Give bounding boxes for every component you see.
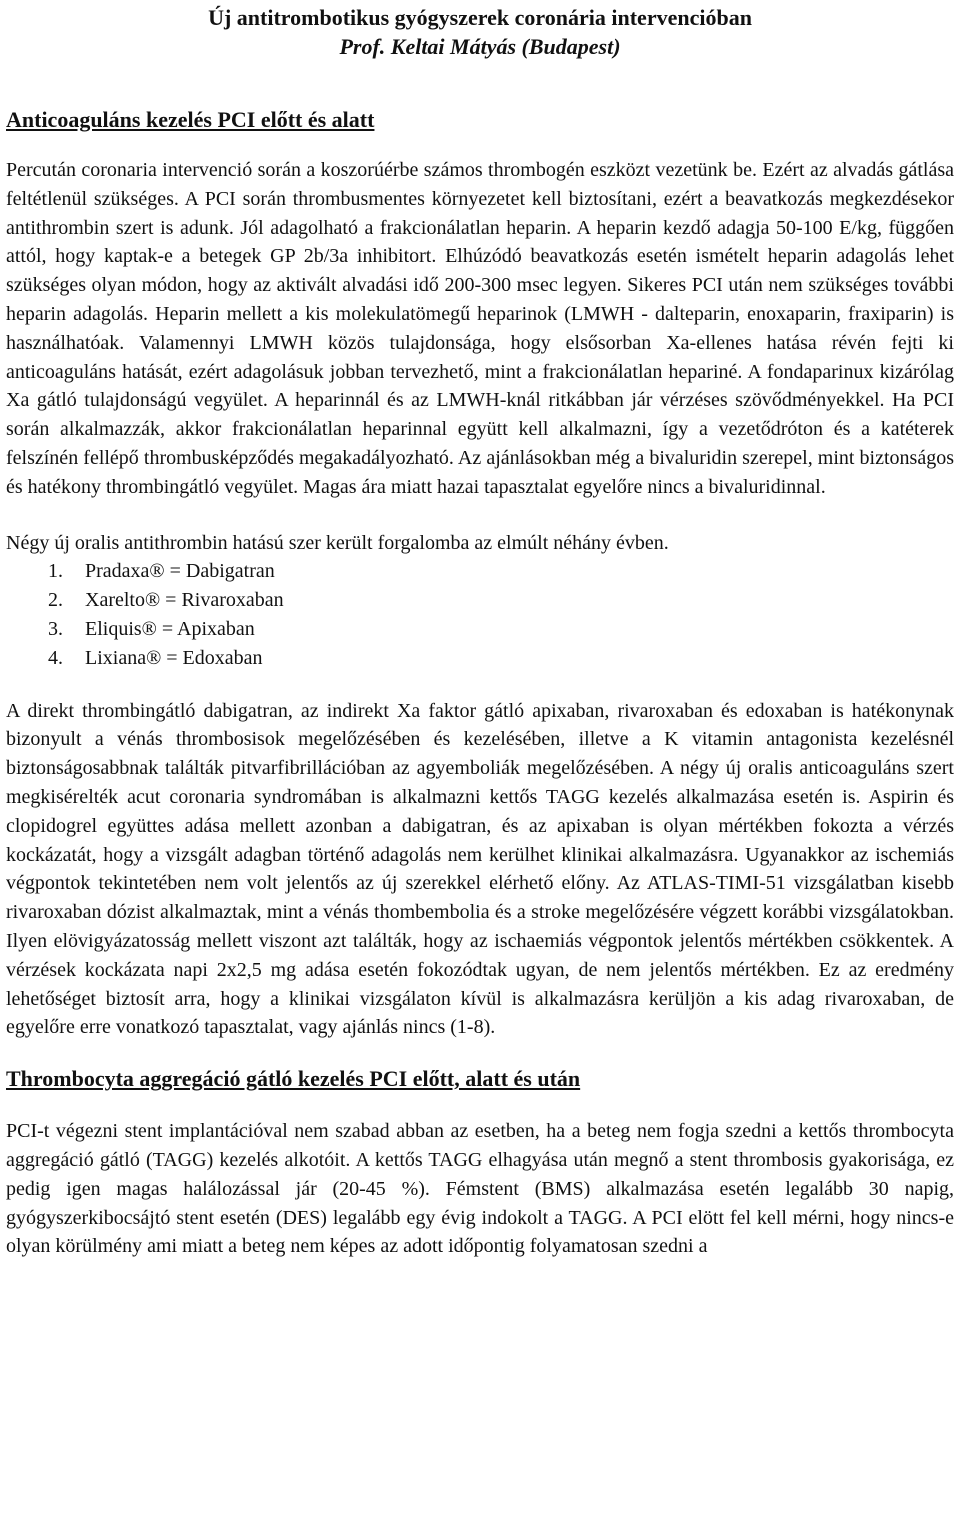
list-item-number: 3. xyxy=(48,617,63,640)
document-page xyxy=(0,3,960,1516)
section-heading-antiplatelet: Thrombocyta aggregáció gátló kezelés PCI előtt, alatt és után xyxy=(6,1066,581,1092)
list-item-number: 2. xyxy=(48,589,63,612)
drug-list xyxy=(6,557,954,672)
paragraph-oral-anticoagulants: A direkt thrombingátló dabigatran, az indirekt Xa faktor gátló apixaban, rivaroxaban és edoxaban is hatékonynak bizonyult a vénás thrombosisok megelőzésében és kezelésében, illetve a K vitamin antagonista kezelésnél biztonságosabbnak találták pitvarfibrillációban az agyemboliák megelőzésében. A négy új oralis anticoaguláns szert megkisérelték acut coronaria syndromában is alkalmazni kettős TAGG kezelés alkalmazása esetén is. Aspirin és clopidogrel együttes adása mellett azonban a dabigatran, és az apixaban is olyan mértékben fokozta a vérzés kockázatát, hogy a vizsgált adagban történő adagolás nem kerülhet klinikai alkalmazásra. Ugyanakkor az ischemiás végpontok tekintetében nem volt jelentős az új szerekkel elérhető előny. Az ATLAS-TIMI-51 vizsgálatban kisebb rivaroxaban dózist alkalmaztak, mint a vénás thombembolia és a stroke megelőzésére végzett korábbi vizsgálatokban. Ilyen elövigyázatosság mellett viszont azt találták, hogy az ischaemiás végpontok jelentős mértékben csökkentek. A vérzések kockázata napi 2x2,5 mg adása esetén fokozódtak ugyan, de nem jelentős mértékben. Ez az eredmény lehetőséget biztosít arra, hogy a klinikai vizsgálaton kívül is alkalmazásra kerüljön a kis adag rivaroxaban, de egyelőre erre vonatkozó tapasztalat, vagy ajánlás nincs (1-8). xyxy=(6,699,954,1039)
list-item xyxy=(48,557,954,586)
list-item-text: Xarelto® = Rivaroxaban xyxy=(85,589,284,612)
list-item-number: 1. xyxy=(48,560,63,583)
drug-list-intro: Négy új oralis antithrombin hatású szer került forgalomba az elmúlt néhány évben. xyxy=(6,531,669,554)
paragraph-antiplatelet: PCI-t végezni stent implantációval nem szabad abban az esetben, ha a beteg nem fogja szedni a kettős thrombocyta aggregáció gátló (TAGG) kezelés alkotóit. A kettős TAGG elhagyása után megnő a stent thrombosis gyakorisága, ez pedig igen magas halálozással jár (20-45 %). Fémstent (BMS) alkalmazása esetén legalább 30 napig, gyógyszerkibocsájtó stent esetén (DES) legalább egy évig indokolt a TAGG. A PCI elött fel kell mérni, hogy nincs-e olyan körülmény ami miatt a beteg nem képes az adott időpontig folyamatosan szedni a xyxy=(6,1120,954,1258)
list-item xyxy=(48,615,954,644)
document-author: Prof. Keltai Mátyás (Budapest) xyxy=(339,34,621,59)
list-item-text: Eliquis® = Apixaban xyxy=(85,617,255,640)
list-item-text: Pradaxa® = Dabigatran xyxy=(85,560,275,583)
list-item xyxy=(48,644,954,673)
list-item-number: 4. xyxy=(48,646,63,669)
list-item-text: Lixiana® = Edoxaban xyxy=(85,646,263,669)
section-heading-anticoagulation: Anticoaguláns kezelés PCI előtt és alatt xyxy=(6,107,375,132)
paragraph-anticoagulation: Percután coronaria intervenció során a koszorúérbe számos thrombogén eszközt vezetünk be. Ezért az alvadás gátlása feltétlenül szükséges. A PCI során thrombusmentes környezetet kell biztosítani, ezért a beavatkozás megkezdésekor antithrombin szert is adunk. Jól adagolható a frakcionálatlan heparin. A heparin kezdő adagja 50-100 E/kg, függően attól, hogy kaptak-e a betegek GP 2b/3a inhibitort. Elhúzódó beavatkozás esetén ismételt heparin adagolás lehet szükséges olyan módon, hogy az aktivált alvadási idő 200-300 msec legyen. Sikeres PCI után nem szükséges további heparin adagolás. Heparin mellett a kis molekulatömegű heparinok (LMWH - dalteparin, enoxaparin, fraxiparin) is használhatóak. Valamennyi LMWH közös tulajdonsága, hogy elsősorban Xa-ellenes hatása révén fejti ki anticoaguláns hatását, ezért adagolásuk jobban tervezhető, mint a frakcionálatlan hepariné. A fondaparinux kizárólag Xa gátló tulajdonságú vegyület. A heparinnál és az LMWH-knál ritkábban jár vérzéses szövődményekkel. Ha PCI során alkalmazzák, akkor frakcionálatlan heparinnal együtt kell alkalmazni, így a vezetődróton és a katéterek felszínén fellépő thrombusképződés megakadályozható. Az ajánlásokban még a bivaluridin szerepel, mint biztonságos és hatékony thrombingátló vegyület. Magas ára miatt hazai tapasztalat egyelőre nincs a bivaluridinnal. xyxy=(6,159,954,498)
list-item xyxy=(48,586,954,615)
document-title: Új antitrombotikus gyógyszerek coronária intervencióban xyxy=(208,5,752,30)
